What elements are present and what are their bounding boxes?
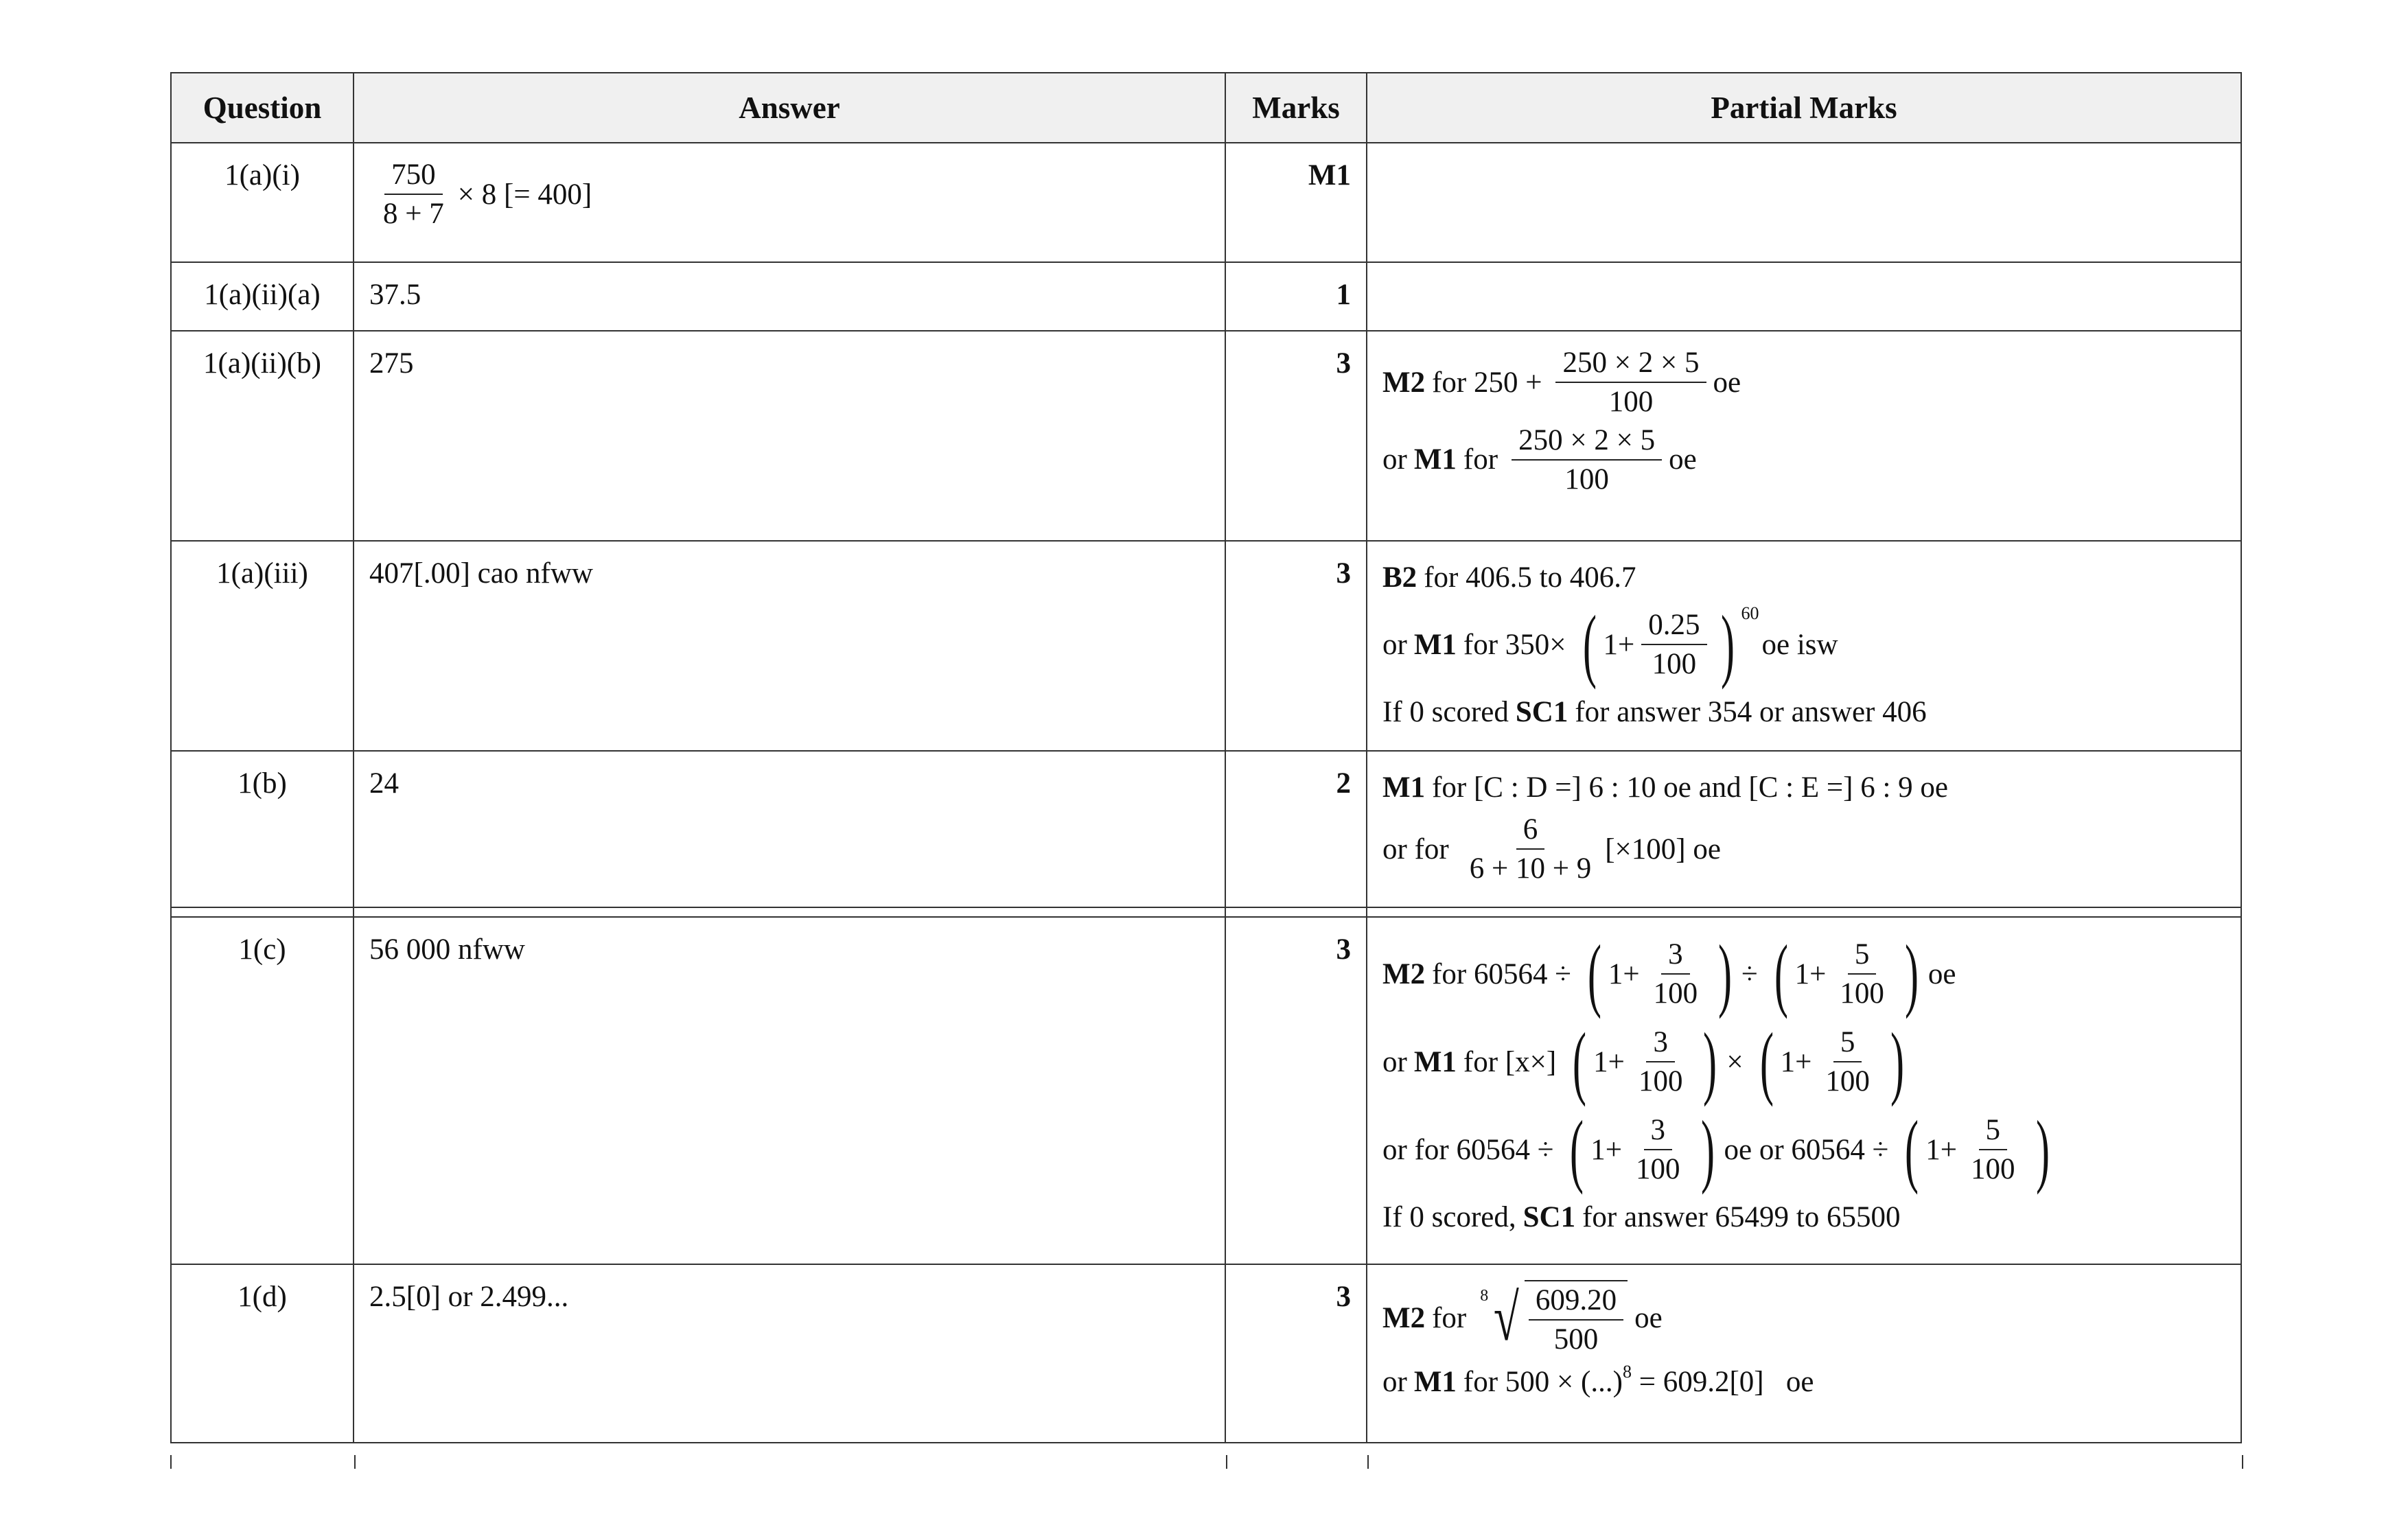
denominator: 100 xyxy=(1564,463,1609,496)
partial-text: for 250 + xyxy=(1432,366,1542,399)
partial-cell xyxy=(1367,751,2241,907)
fraction xyxy=(1964,1114,2022,1186)
table-row xyxy=(171,143,2241,262)
fraction xyxy=(1463,813,1599,885)
fraction xyxy=(376,159,451,231)
fraction xyxy=(1641,609,1706,681)
table-row xyxy=(171,751,2241,907)
left-paren: ( xyxy=(1905,1104,1919,1195)
mark-scheme-table xyxy=(170,72,2242,1443)
partial-text: oe xyxy=(1713,366,1741,399)
numerator: 3 xyxy=(1644,1114,1673,1150)
partial-text: for [C : D =] 6 : 10 oe and [C : E =] 6 : 9 oe xyxy=(1432,771,1948,804)
table-row xyxy=(171,262,2241,331)
exponent: 8 xyxy=(1622,1361,1632,1382)
numerator: 5 xyxy=(1833,1026,1862,1062)
partial-line xyxy=(1382,347,2225,419)
partial-text: oe isw xyxy=(1761,628,1838,661)
header-answer: Answer xyxy=(354,73,1225,143)
page-break-separator xyxy=(171,907,2241,917)
table-row xyxy=(171,331,2241,541)
parenthesis-group xyxy=(1753,1016,1911,1107)
nth-root xyxy=(1480,1280,1628,1356)
table-row xyxy=(171,917,2241,1264)
answer-cell: 37.5 xyxy=(354,262,1225,331)
partial-cell xyxy=(1367,262,2241,331)
fraction xyxy=(1529,1284,1623,1356)
numerator: 5 xyxy=(1979,1114,2008,1150)
partial-text: 1+ xyxy=(1780,1045,1812,1078)
denominator: 100 xyxy=(1608,386,1654,419)
question-cell: 1(a)(i) xyxy=(171,143,354,262)
mark-code: M1 xyxy=(1413,628,1457,661)
mark-code: M2 xyxy=(1382,957,1426,990)
header-question: Question xyxy=(171,73,354,143)
partial-text: oe xyxy=(1634,1301,1663,1334)
parenthesis-group xyxy=(1898,1104,2056,1195)
partial-line xyxy=(1382,1104,2225,1195)
question-cell: 1(a)(ii)(b) xyxy=(171,331,354,541)
parenthesis-group xyxy=(1576,598,1759,690)
operator: ÷ xyxy=(1741,957,1758,990)
answer-cell: 2.5[0] or 2.499... xyxy=(354,1264,1225,1443)
operator: × xyxy=(1726,1045,1744,1078)
exponent: 60 xyxy=(1741,603,1759,623)
partial-line xyxy=(1382,813,2225,885)
partial-line xyxy=(1382,691,2225,732)
marks-cell: 3 xyxy=(1225,541,1367,751)
answer-cell: 24 xyxy=(354,751,1225,907)
answer-cell: 407[.00] cao nfww xyxy=(354,541,1225,751)
denominator: 100 xyxy=(1638,1065,1683,1097)
partial-cell xyxy=(1367,917,2241,1264)
header-partial-marks: Partial Marks xyxy=(1367,73,2241,143)
denominator: 100 xyxy=(1636,1153,1680,1185)
partial-text: or xyxy=(1382,443,1407,476)
partial-text: oe xyxy=(1669,443,1697,476)
fraction xyxy=(1512,424,1662,496)
mark-code: M1 xyxy=(1382,771,1426,804)
marks-cell: 1 xyxy=(1225,262,1367,331)
partial-line xyxy=(1382,1016,2225,1107)
marks-cell: 3 xyxy=(1225,331,1367,541)
root-index: 8 xyxy=(1480,1287,1489,1305)
parenthesis-group xyxy=(1566,1016,1724,1107)
answer-cell xyxy=(354,143,1225,262)
parenthesis-group xyxy=(1563,1104,1721,1195)
partial-text: or for xyxy=(1382,833,1449,865)
formula-rest: × 8 [= 400] xyxy=(457,178,592,211)
question-cell: 1(a)(ii)(a) xyxy=(171,262,354,331)
table-continuation xyxy=(170,1455,2243,1469)
partial-cell xyxy=(1367,143,2241,262)
denominator: 100 xyxy=(1653,977,1698,1010)
partial-cell xyxy=(1367,331,2241,541)
partial-text: If 0 scored xyxy=(1382,695,1509,728)
right-paren: ) xyxy=(1718,928,1733,1019)
left-paren: ( xyxy=(1573,1016,1587,1107)
partial-text: 1+ xyxy=(1925,1133,1958,1166)
partial-line xyxy=(1382,557,2225,598)
fraction xyxy=(1629,1114,1687,1186)
numerator: 250 × 2 × 5 xyxy=(1512,424,1662,461)
partial-text: [×100] oe xyxy=(1605,833,1721,865)
numerator: 750 xyxy=(384,159,443,195)
header-marks: Marks xyxy=(1225,73,1367,143)
left-paren: ( xyxy=(1759,1016,1774,1107)
mark-code: M2 xyxy=(1382,366,1426,399)
question-cell: 1(a)(iii) xyxy=(171,541,354,751)
mark-code: SC1 xyxy=(1523,1200,1576,1233)
partial-text: or xyxy=(1382,1045,1407,1078)
mark-code: M1 xyxy=(1413,1366,1457,1399)
partial-text: for [x×] xyxy=(1463,1045,1557,1078)
partial-text: for 500 × (...) xyxy=(1463,1366,1623,1399)
denominator: 500 xyxy=(1553,1323,1599,1356)
partial-text: If 0 scored, xyxy=(1382,1200,1516,1233)
numerator: 609.20 xyxy=(1529,1284,1623,1321)
denominator: 8 + 7 xyxy=(383,198,444,231)
right-paren: ) xyxy=(2035,1104,2050,1195)
denominator: 6 + 10 + 9 xyxy=(1469,852,1592,885)
numerator: 5 xyxy=(1848,938,1877,975)
partial-text: 1+ xyxy=(1794,957,1827,990)
parenthesis-group xyxy=(1768,928,1925,1019)
partial-line xyxy=(1382,424,2225,496)
mark-code: M1 xyxy=(1413,443,1457,476)
right-paren: ) xyxy=(1700,1104,1715,1195)
answer-formula xyxy=(369,159,1209,231)
answer-cell: 275 xyxy=(354,331,1225,541)
radicand xyxy=(1525,1280,1628,1356)
partial-text: = 609.2[0] oe xyxy=(1631,1366,1814,1399)
left-paren: ( xyxy=(1587,928,1601,1019)
partial-line xyxy=(1382,1362,2225,1403)
partial-text: or xyxy=(1382,628,1407,661)
mark-code: M2 xyxy=(1382,1301,1426,1334)
question-cell: 1(b) xyxy=(171,751,354,907)
partial-line xyxy=(1382,598,2225,690)
partial-text: oe or 60564 ÷ xyxy=(1724,1133,1889,1166)
partial-text: for 406.5 to 406.7 xyxy=(1424,561,1636,594)
answer-cell: 56 000 nfww xyxy=(354,917,1225,1264)
partial-text: for xyxy=(1463,443,1498,476)
table-row xyxy=(171,541,2241,751)
right-paren: ) xyxy=(1904,928,1919,1019)
denominator: 100 xyxy=(1652,648,1697,680)
parenthesis-group xyxy=(1581,928,1739,1019)
right-paren: ) xyxy=(1703,1016,1717,1107)
fraction xyxy=(1833,938,1891,1010)
mark-code: M1 xyxy=(1413,1045,1457,1078)
numerator: 0.25 xyxy=(1641,609,1706,645)
partial-cell xyxy=(1367,1264,2241,1443)
radical-sign: √ xyxy=(1494,1281,1520,1355)
partial-text: for answer 65499 to 65500 xyxy=(1582,1200,1901,1233)
partial-text: for answer 354 or answer 406 xyxy=(1575,695,1927,728)
fraction xyxy=(1647,938,1705,1010)
partial-text: 1+ xyxy=(1593,1045,1625,1078)
partial-text: or for 60564 ÷ xyxy=(1382,1133,1554,1166)
left-paren: ( xyxy=(1570,1104,1584,1195)
denominator: 100 xyxy=(1825,1065,1870,1097)
partial-text: oe xyxy=(1927,957,1956,990)
fraction xyxy=(1555,347,1706,419)
denominator: 100 xyxy=(1840,977,1884,1010)
partial-text: 1+ xyxy=(1590,1133,1623,1166)
partial-text: 1+ xyxy=(1603,628,1635,661)
mark-code: B2 xyxy=(1382,561,1417,594)
left-paren: ( xyxy=(1774,928,1788,1019)
marks-cell: 3 xyxy=(1225,1264,1367,1443)
marks-cell: 2 xyxy=(1225,751,1367,907)
right-paren: ) xyxy=(1720,598,1735,690)
left-paren: ( xyxy=(1582,598,1597,690)
partial-text: for 350× xyxy=(1463,628,1566,661)
table-row xyxy=(171,1264,2241,1443)
header-row xyxy=(171,73,2241,143)
partial-cell xyxy=(1367,541,2241,751)
partial-line xyxy=(1382,1280,2225,1356)
partial-text: 1+ xyxy=(1608,957,1640,990)
marks-cell: M1 xyxy=(1225,143,1367,262)
partial-line xyxy=(1382,1196,2225,1237)
denominator: 100 xyxy=(1971,1153,2015,1185)
partial-text: or xyxy=(1382,1366,1407,1399)
numerator: 3 xyxy=(1646,1026,1675,1062)
fraction xyxy=(1818,1026,1877,1098)
partial-text: for 60564 ÷ xyxy=(1432,957,1571,990)
partial-text: for xyxy=(1432,1301,1467,1334)
numerator: 250 × 2 × 5 xyxy=(1555,347,1706,383)
question-cell: 1(d) xyxy=(171,1264,354,1443)
mark-code: SC1 xyxy=(1515,695,1568,728)
right-paren: ) xyxy=(1890,1016,1904,1107)
question-cell: 1(c) xyxy=(171,917,354,1264)
numerator: 3 xyxy=(1661,938,1690,975)
partial-line xyxy=(1382,928,2225,1019)
partial-line xyxy=(1382,767,2225,808)
numerator: 6 xyxy=(1516,813,1545,850)
fraction xyxy=(1632,1026,1690,1098)
marks-cell: 3 xyxy=(1225,917,1367,1264)
